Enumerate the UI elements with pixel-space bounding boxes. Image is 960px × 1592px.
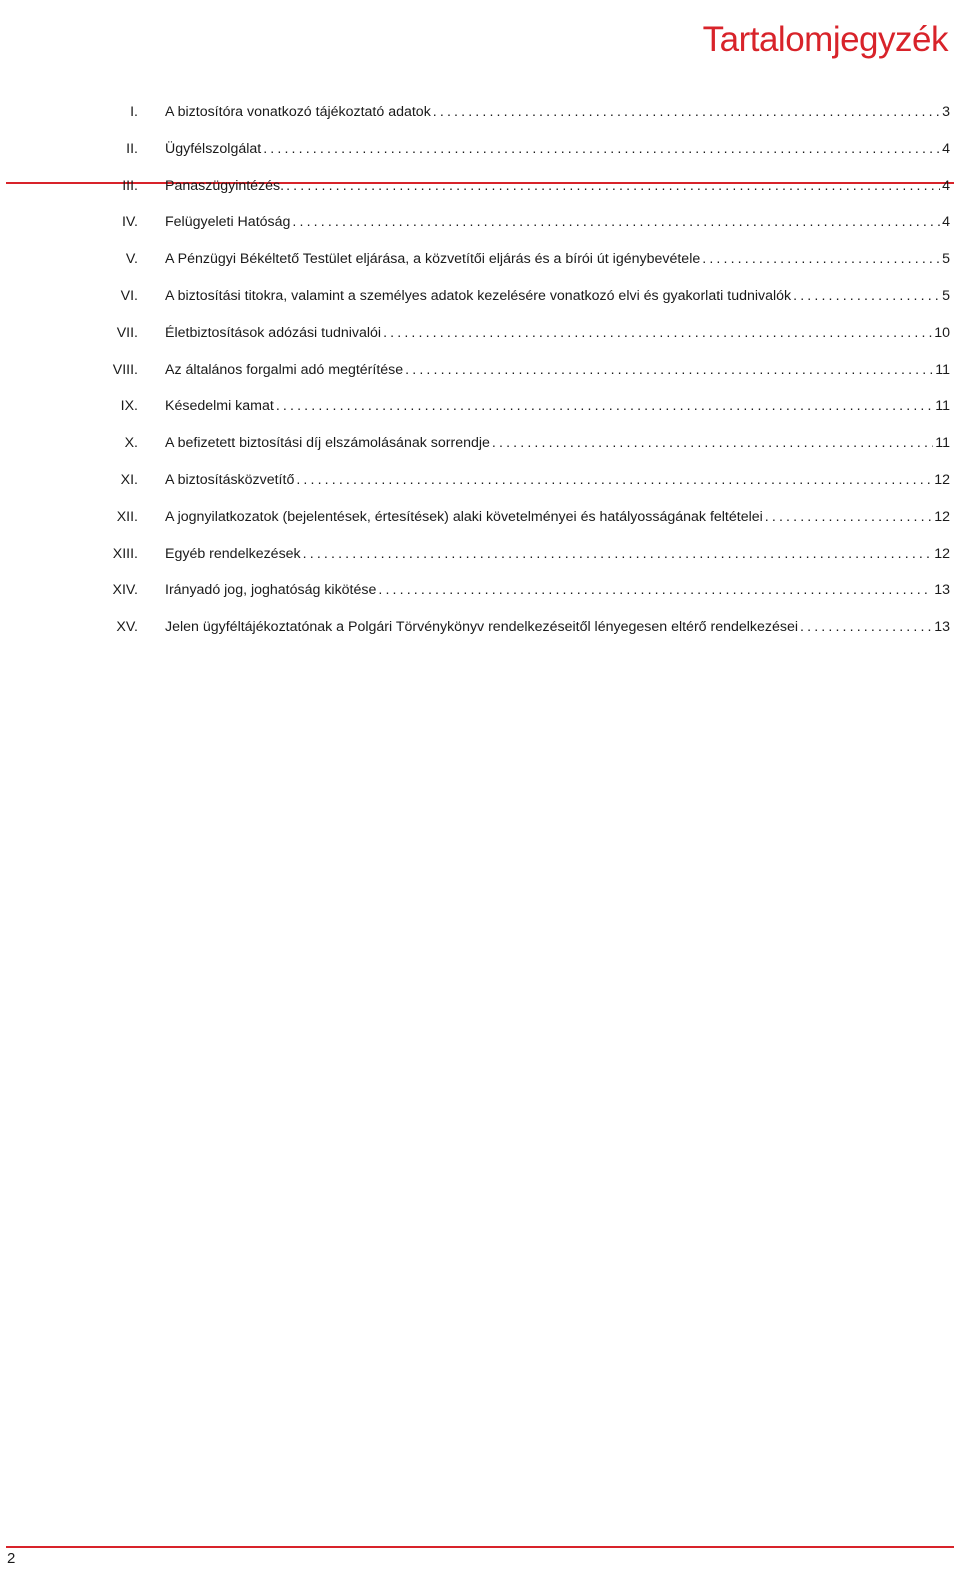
toc-entry-page: 3 (942, 104, 950, 120)
toc-entry[interactable] (100, 323, 950, 343)
page-number: 2 (7, 1550, 16, 1567)
toc-dot-leader (378, 580, 932, 600)
toc-entry[interactable] (100, 396, 950, 416)
toc-entry[interactable] (100, 507, 950, 527)
toc-entry-title: A befizetett biztosítási díj elszámolásának sorrendje (165, 435, 490, 452)
toc-entry[interactable] (100, 360, 950, 380)
toc-dot-leader (383, 323, 932, 343)
page-title: Tartalomjegyzék (702, 20, 948, 59)
toc-entry-page: 12 (934, 472, 950, 488)
toc-entry-number: VIII. (112, 361, 138, 378)
toc-dot-leader (303, 544, 933, 564)
toc-entry-page: 13 (934, 619, 950, 636)
toc-dot-leader (286, 176, 940, 196)
toc-entry-number: XV. (116, 619, 138, 636)
toc-entry[interactable] (100, 249, 950, 269)
toc-entry[interactable] (100, 139, 950, 159)
toc-entry-number: X. (124, 435, 138, 452)
toc-entry-title: A jognyilatkozatok (bejelentések, értesítések) alaki követelményei és hatályosságának feltételei (165, 508, 763, 525)
toc-entry-number: XI. (120, 472, 138, 488)
toc-entry[interactable] (100, 544, 950, 564)
toc-entry-title: Felügyeleti Hatóság (165, 214, 291, 231)
toc-entry-title: Panaszügyintézés. (165, 177, 285, 194)
toc-entry[interactable] (100, 580, 950, 600)
toc-entry-page: 4 (942, 177, 950, 194)
toc-entry[interactable] (100, 433, 950, 453)
toc-dot-leader (433, 102, 940, 122)
toc-entry-page: 11 (935, 361, 950, 378)
toc-entry-page: 4 (942, 140, 950, 157)
toc-dot-leader (800, 617, 932, 637)
toc-entry-page: 12 (934, 545, 950, 562)
toc-entry-page: 12 (934, 508, 950, 525)
toc-entry-page: 10 (934, 324, 950, 341)
toc-entry-title: Az általános forgalmi adó megtérítése (165, 361, 404, 378)
toc-entry-title: Késedelmi kamat (165, 398, 274, 415)
toc-entry-page: 11 (935, 435, 950, 452)
toc-entry-title: A biztosítóra vonatkozó tájékoztató adatok (165, 104, 431, 120)
toc-entry-number: V. (125, 251, 138, 268)
toc-entry[interactable] (100, 470, 950, 490)
toc-entry-title: Életbiztosítások adózási tudnivalói (165, 324, 382, 341)
toc-dot-leader (296, 470, 932, 490)
toc-entry-page: 4 (942, 214, 950, 231)
toc-entry-number: VII. (116, 324, 138, 341)
toc-entry-number: I. (130, 104, 138, 120)
toc-entry-title: Egyéb rendelkezések (165, 545, 301, 562)
toc-entry[interactable] (100, 176, 950, 196)
toc-entry-number: IX. (120, 398, 138, 415)
toc-entry-number: XIV. (112, 582, 138, 599)
toc-entry-number: III. (122, 177, 138, 194)
toc-entry[interactable] (100, 617, 950, 637)
toc-dot-leader (702, 249, 940, 269)
toc-entry[interactable] (100, 286, 950, 306)
toc-entry-title: Ügyfélszolgálat (165, 140, 262, 157)
toc-dot-leader (793, 286, 940, 306)
toc-entry-number: XIII. (112, 545, 138, 562)
toc-entry[interactable] (100, 212, 950, 232)
toc-entry-page: 11 (935, 398, 950, 415)
toc-dot-leader (492, 433, 933, 453)
toc-entry-number: VI. (120, 288, 138, 304)
toc-entry-page: 13 (934, 582, 950, 599)
toc-dot-leader (765, 507, 932, 527)
toc-entry-title: A biztosítási titokra, valamint a személyes adatok kezelésére vonatkozó elvi és gyakorlati tudnivalók (165, 288, 792, 304)
toc-entry-title: A Pénzügyi Békéltető Testület eljárása, a közvetítői eljárás és a bírói út igénybevétele (165, 251, 701, 268)
toc-dot-leader (263, 139, 940, 159)
toc-dot-leader (405, 360, 933, 380)
toc-entry-number: XII. (116, 508, 138, 525)
toc-entry-page: 5 (942, 251, 950, 268)
toc-entry-number: II. (126, 140, 138, 157)
toc-dot-leader (292, 212, 940, 232)
toc-entry[interactable] (100, 102, 950, 122)
toc-entry-page: 5 (942, 288, 950, 304)
toc-entry-title: Irányadó jog, joghatóság kikötése (165, 582, 377, 599)
toc-entry-title: Jelen ügyféltájékoztatónak a Polgári Törvénykönyv rendelkezéseitől lényegesen eltérő rendelkezései (165, 619, 799, 636)
footer-divider (6, 1546, 954, 1548)
toc-entry-title: A biztosításközvetítő (165, 472, 295, 488)
toc-dot-leader (276, 396, 933, 416)
toc-entry-number: IV. (121, 214, 138, 231)
